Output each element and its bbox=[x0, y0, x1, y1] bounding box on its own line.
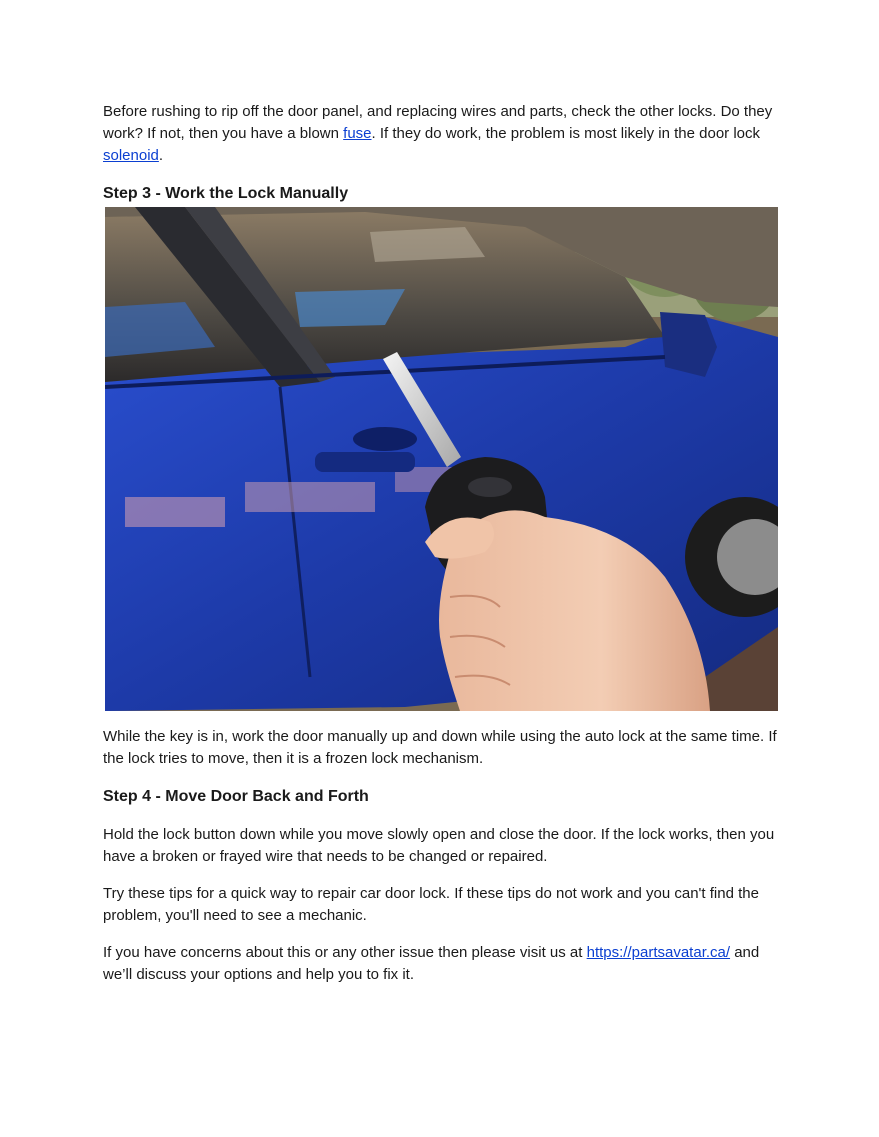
document-page bbox=[103, 101, 779, 986]
solenoid-link[interactable]: solenoid bbox=[103, 147, 159, 164]
contact-paragraph bbox=[103, 942, 779, 986]
contact-text-1: If you have concerns about this or any other issue then please visit us at bbox=[103, 944, 587, 961]
tips-paragraph: Try these tips for a quick way to repair car door lock. If these tips do not work and you can't find the problem, you'll need to see a mechanic. bbox=[103, 885, 759, 924]
intro-text-3: . bbox=[158, 147, 164, 164]
key-car-door-photo bbox=[105, 207, 778, 711]
intro-text-2: . If they do work, the problem is most likely in the door lock bbox=[371, 125, 761, 142]
partsavatar-link[interactable]: https://partsavatar.ca/ bbox=[586, 944, 731, 961]
step3-heading: Step 3 - Work the Lock Manually bbox=[103, 185, 349, 202]
intro-text-1: Before rushing to rip off the door panel, and replacing wires and parts, check the other locks. Do they work? If not, then you have a blown bbox=[103, 103, 773, 142]
step4-paragraph: Hold the lock button down while you move slowly open and close the door. If the lock works, then you have a broken or frayed wire that needs to be changed or repaired. bbox=[103, 826, 775, 865]
photo-illustration bbox=[105, 207, 778, 711]
fuse-link[interactable]: fuse bbox=[343, 125, 372, 142]
contact-text-2: and we’ll discuss your options and help you to fix it. bbox=[103, 944, 760, 983]
step4-heading: Step 4 - Move Door Back and Forth bbox=[103, 788, 369, 805]
step3-paragraph: While the key is in, work the door manually up and down while using the auto lock at the same time. If the lock tries to move, then it is a frozen lock mechanism. bbox=[103, 728, 777, 767]
intro-paragraph bbox=[103, 101, 779, 167]
